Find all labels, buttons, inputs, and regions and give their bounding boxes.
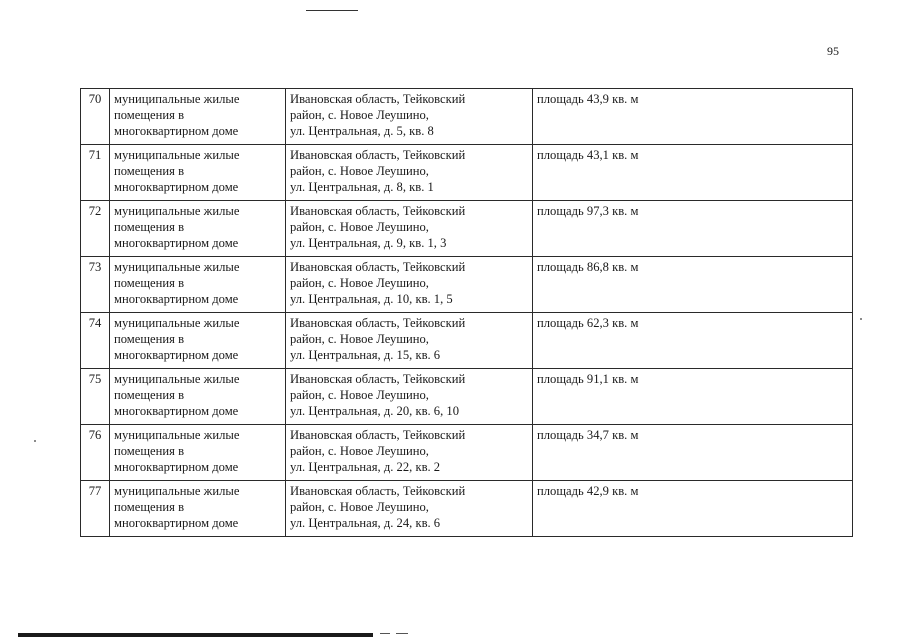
area-cell: площадь 43,1 кв. м: [533, 145, 853, 201]
row-number-cell: 73: [81, 257, 110, 313]
page-number: 95: [827, 44, 839, 58]
address-line: ул. Центральная, д. 8, кв. 1: [290, 180, 434, 194]
address-line: район, с. Новое Леушино,: [290, 388, 429, 402]
address-cell: [286, 313, 533, 369]
property-type-line: многоквартирном доме: [114, 124, 239, 138]
address-line: ул. Центральная, д. 15, кв. 6: [290, 348, 441, 362]
property-type-cell: [110, 425, 286, 481]
address-line: район, с. Новое Леушино,: [290, 220, 429, 234]
address-cell: [286, 257, 533, 313]
address-line: Ивановская область, Тейковский: [290, 316, 466, 330]
address-cell: [286, 145, 533, 201]
property-type-line: помещения в: [114, 108, 185, 122]
property-type-cell: [110, 145, 286, 201]
property-type-line: помещения в: [114, 444, 185, 458]
address-cell: [286, 201, 533, 257]
area-cell: площадь 42,9 кв. м: [533, 481, 853, 537]
property-type-cell: [110, 369, 286, 425]
property-type-line: помещения в: [114, 164, 185, 178]
area-cell: площадь 86,8 кв. м: [533, 257, 853, 313]
property-type-line: муниципальные жилые: [114, 372, 240, 386]
address-line: ул. Центральная, д. 20, кв. 6, 10: [290, 404, 459, 418]
address-line: ул. Центральная, д. 22, кв. 2: [290, 460, 441, 474]
row-number-cell: 72: [81, 201, 110, 257]
property-type-cell: [110, 201, 286, 257]
address-line: район, с. Новое Леушино,: [290, 444, 429, 458]
property-type-line: помещения в: [114, 388, 185, 402]
area-cell: площадь 62,3 кв. м: [533, 313, 853, 369]
property-type-line: муниципальные жилые: [114, 428, 240, 442]
table-row: [81, 145, 853, 201]
address-line: район, с. Новое Леушино,: [290, 500, 429, 514]
table-row: [81, 313, 853, 369]
property-type-line: многоквартирном доме: [114, 292, 239, 306]
address-line: Ивановская область, Тейковский: [290, 148, 466, 162]
table-row: [81, 369, 853, 425]
row-number-cell: 71: [81, 145, 110, 201]
address-line: район, с. Новое Леушино,: [290, 332, 429, 346]
area-cell: площадь 34,7 кв. м: [533, 425, 853, 481]
property-type-line: многоквартирном доме: [114, 460, 239, 474]
address-line: Ивановская область, Тейковский: [290, 428, 466, 442]
scan-speck: [860, 318, 862, 320]
table-row: [81, 425, 853, 481]
property-type-line: многоквартирном доме: [114, 516, 239, 530]
property-type-line: многоквартирном доме: [114, 236, 239, 250]
address-line: ул. Центральная, д. 24, кв. 6: [290, 516, 441, 530]
address-line: район, с. Новое Леушино,: [290, 108, 429, 122]
property-type-line: помещения в: [114, 332, 185, 346]
address-cell: [286, 369, 533, 425]
address-line: Ивановская область, Тейковский: [290, 260, 466, 274]
property-type-line: муниципальные жилые: [114, 484, 240, 498]
property-type-cell: [110, 481, 286, 537]
address-cell: [286, 89, 533, 145]
property-type-line: муниципальные жилые: [114, 204, 240, 218]
address-line: ул. Центральная, д. 9, кв. 1, 3: [290, 236, 447, 250]
address-line: Ивановская область, Тейковский: [290, 204, 466, 218]
property-type-line: муниципальные жилые: [114, 148, 240, 162]
scan-bottom-bar: [18, 633, 373, 637]
property-type-line: помещения в: [114, 220, 185, 234]
address-line: ул. Центральная, д. 10, кв. 1, 5: [290, 292, 453, 306]
address-cell: [286, 425, 533, 481]
property-type-line: многоквартирном доме: [114, 348, 239, 362]
address-line: район, с. Новое Леушино,: [290, 164, 429, 178]
top-rule-line: [306, 10, 358, 11]
registry-table-body: [81, 89, 853, 537]
row-number-cell: 77: [81, 481, 110, 537]
property-type-line: многоквартирном доме: [114, 404, 239, 418]
scan-bottom-dash: [396, 633, 408, 634]
property-type-cell: [110, 89, 286, 145]
area-cell: площадь 91,1 кв. м: [533, 369, 853, 425]
row-number-cell: 76: [81, 425, 110, 481]
address-line: ул. Центральная, д. 5, кв. 8: [290, 124, 434, 138]
row-number-cell: 74: [81, 313, 110, 369]
scan-speck: [34, 440, 36, 442]
property-type-line: помещения в: [114, 500, 185, 514]
property-type-line: помещения в: [114, 276, 185, 290]
table-row: [81, 201, 853, 257]
table-row: [81, 257, 853, 313]
address-line: Ивановская область, Тейковский: [290, 92, 466, 106]
row-number-cell: 75: [81, 369, 110, 425]
table-row: [81, 481, 853, 537]
property-type-line: муниципальные жилые: [114, 92, 240, 106]
property-type-cell: [110, 313, 286, 369]
address-line: район, с. Новое Леушино,: [290, 276, 429, 290]
address-line: Ивановская область, Тейковский: [290, 484, 466, 498]
property-type-cell: [110, 257, 286, 313]
address-line: Ивановская область, Тейковский: [290, 372, 466, 386]
property-type-line: муниципальные жилые: [114, 316, 240, 330]
property-registry-table: [80, 88, 853, 537]
area-cell: площадь 43,9 кв. м: [533, 89, 853, 145]
scan-bottom-dash: [380, 633, 390, 634]
property-type-line: муниципальные жилые: [114, 260, 240, 274]
address-cell: [286, 481, 533, 537]
area-cell: площадь 97,3 кв. м: [533, 201, 853, 257]
row-number-cell: 70: [81, 89, 110, 145]
table-row: [81, 89, 853, 145]
property-type-line: многоквартирном доме: [114, 180, 239, 194]
